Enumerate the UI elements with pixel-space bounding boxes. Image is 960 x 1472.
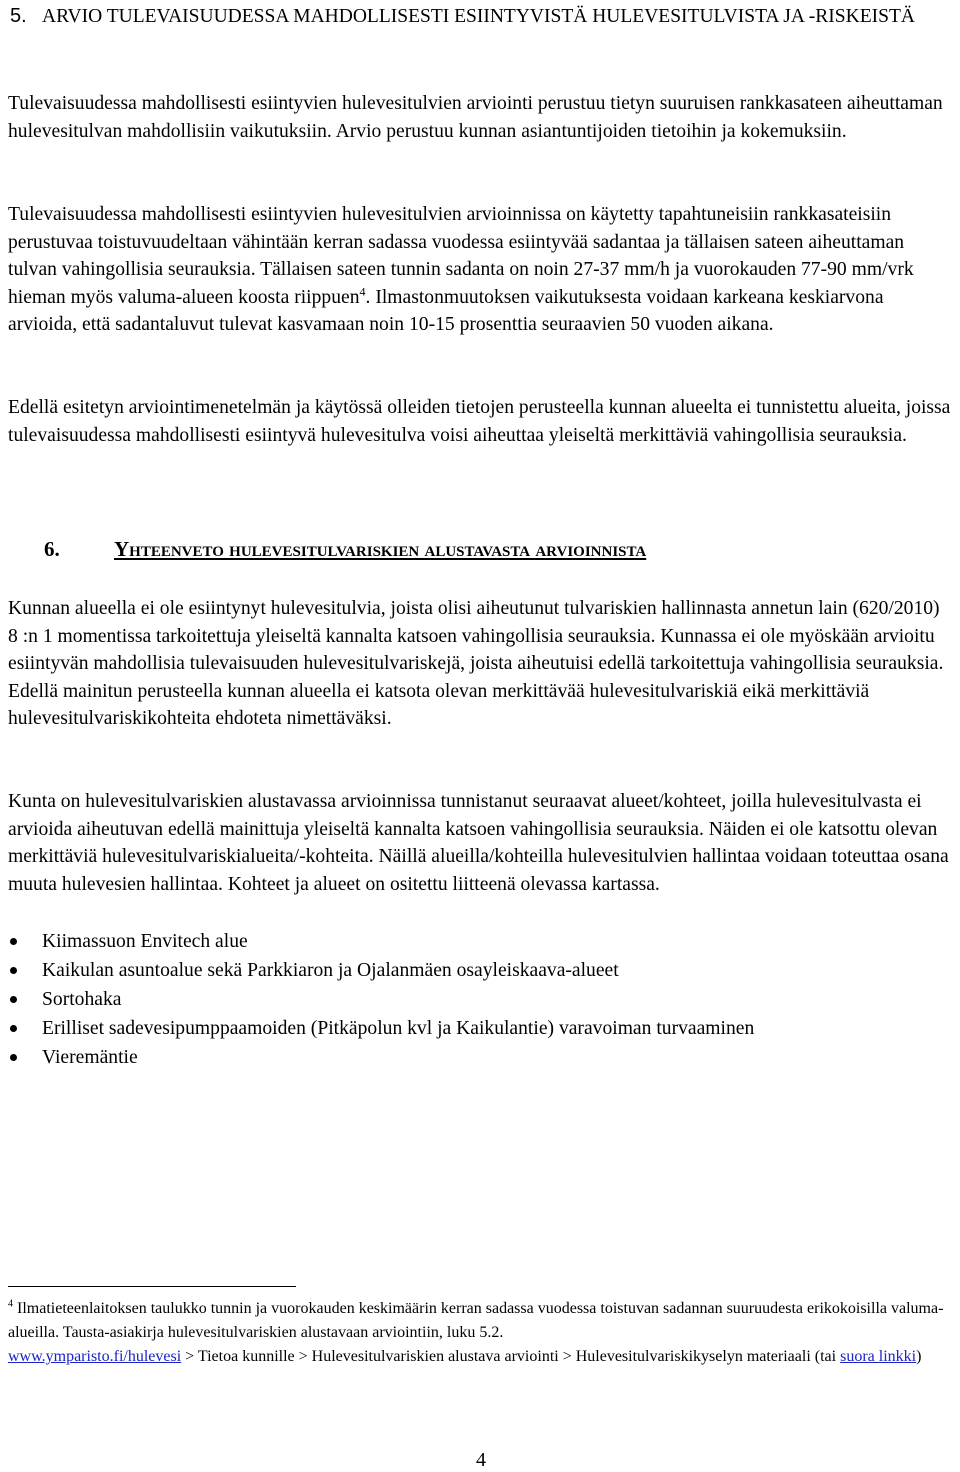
footnote-closing: ) — [916, 1348, 922, 1365]
bullet-icon — [10, 1025, 17, 1032]
section-5-number: 5. — [10, 5, 27, 27]
bullet-icon — [10, 996, 17, 1003]
list-item: Vieremäntie — [8, 1043, 952, 1072]
sites-list — [8, 927, 952, 1072]
list-item: Kiimassuon Envitech alue — [8, 927, 952, 956]
paragraph-identified-sites: Kunta on hulevesitulvariskien alustavassa arvioinnissa tunnistanut seuraavat alueet/kohteet, joilla hulevesitulvasta ei arvioida aiheutuvan edellä mainittuja yleiseltä kannalta katsoen vahingollisia seurauksia. Näiden ei ole katsottu olevan merkittäviä hulevesitulvariskialueita/-kohteita. Näillä alueilla/kohteilla hulevesitulvien hallintaa voidaan toteuttaa osana muuta hulevesien hallintaa. Kohteet ja alueet on ositettu liitteenä olevassa kartassa. — [8, 791, 949, 895]
page-number: 4 — [476, 1449, 486, 1471]
paragraph-rainfall-assessment — [8, 201, 952, 339]
paragraph-assessment-basis: Tulevaisuudessa mahdollisesti esiintyvien hulevesitulvien arviointi perustuu tietyn suuruisen rankkasateen aiheuttaman hulevesitulvan mahdollisiin vaikutuksiin. Arvio perustuu kunnan asiantuntijoiden tietoihin ja kokemuksiin. — [8, 93, 943, 142]
footnote-path-text: > Tietoa kunnille > Hulevesitulvariskien alustava arviointi > Hulevesitulvariskikyselyn materiaali (tai — [181, 1348, 841, 1365]
footnote-reference[interactable]: 4 — [359, 283, 366, 298]
list-item: Erilliset sadevesipumppaamoiden (Pitkäpolun kvl ja Kaikulantie) varavoiman turvaaminen — [8, 1014, 952, 1043]
paragraph-rainfall-part1: Tulevaisuudessa mahdollisesti esiintyvien hulevesitulvien arvioinnissa on käytetty tapahtuneisiin rankkasateisiin perustuvaa toistuvuudeltaan vähintään kerran sadassa vuodessa esiintyvää sadantaa ja tällaisen sateen aiheuttaman tulvan vahingollisia seurauksia. Tällaisen sateen tunnin sadanta on noin 27-37 mm/h ja vuorokauden 77-90 mm/vrk hieman myös valuma-alueen koosta riippuen — [8, 204, 914, 308]
paragraph-summary: Kunnan alueella ei ole esiintynyt hulevesitulvia, joista olisi aiheutunut tulvariskien hallinnasta annetun lain (620/2010) 8 :n 1 momentissa tarkoitettuja yleiseltä kannalta katsoen vahingollisia seurauksia. Kunnassa ei ole myöskään arvioitu esiintyvän mahdollisia tulevaisuuden hulevesitulvariskejä, joista aiheutuisi edellä tarkoitettuja vahingollisia seurauksia. Edellä mainitun perusteella kunnan alueella ei katsota olevan merkittävää hulevesitulvariskiä eikä merkittäviä hulevesitulvariskikohteita ehdoteta nimettäväksi. — [8, 598, 944, 729]
footnote-divider — [8, 1286, 296, 1287]
bullet-icon — [10, 967, 17, 974]
ymparisto-link[interactable]: www.ymparisto.fi/hulevesi — [8, 1348, 182, 1365]
footnote — [8, 1297, 952, 1369]
section-5-heading — [10, 2, 960, 31]
direct-link[interactable]: suora linkki — [840, 1348, 917, 1365]
section-6-title: Yhteenveto hulevesitulvariskien alustavasta arvioinnista — [114, 537, 647, 561]
list-item: Sortohaka — [8, 985, 952, 1014]
footnote-text: Ilmatieteenlaitoksen taulukko tunnin ja vuorokauden keskimäärin kerran sadassa vuodessa toistuvan sadannan suuruudesta erikokoisilla valuma-alueilla. Tausta-asiakirja hulevesitulvariskien alustavaan arviointiin, luku 5.2. — [8, 1300, 944, 1341]
section-6-number: 6. — [44, 537, 60, 561]
paragraph-rainfall-part2: . Ilmastonmuutoksen vaikutuksesta voidaan karkeana keskiarvona arvioida, että sadantaluvut tulevat kasvamaan noin 10-15 prosenttia seuraavien 50 vuoden aikana. — [8, 286, 884, 335]
list-item: Kaikulan asuntoalue sekä Parkkiaron ja Ojalanmäen osayleiskaava-alueet — [8, 956, 952, 985]
footnote-marker: 4 — [8, 1298, 13, 1310]
section-5-title: ARVIO TULEVAISUUDESSA MAHDOLLISESTI ESIINTYVISTÄ HULEVESITULVISTA JA -RISKEISTÄ — [42, 6, 915, 27]
bullet-icon — [10, 938, 17, 945]
paragraph-no-areas-identified: Edellä esitetyn arviointimenetelmän ja käytössä olleiden tietojen perusteella kunnan alueelta ei tunnistettu alueita, joissa tulevaisuudessa mahdollisesti esiintyvä hulevesitulva voisi aiheuttaa yleiseltä merkittäviä vahingollisia seurauksia. — [8, 397, 951, 446]
bullet-icon — [10, 1054, 17, 1061]
